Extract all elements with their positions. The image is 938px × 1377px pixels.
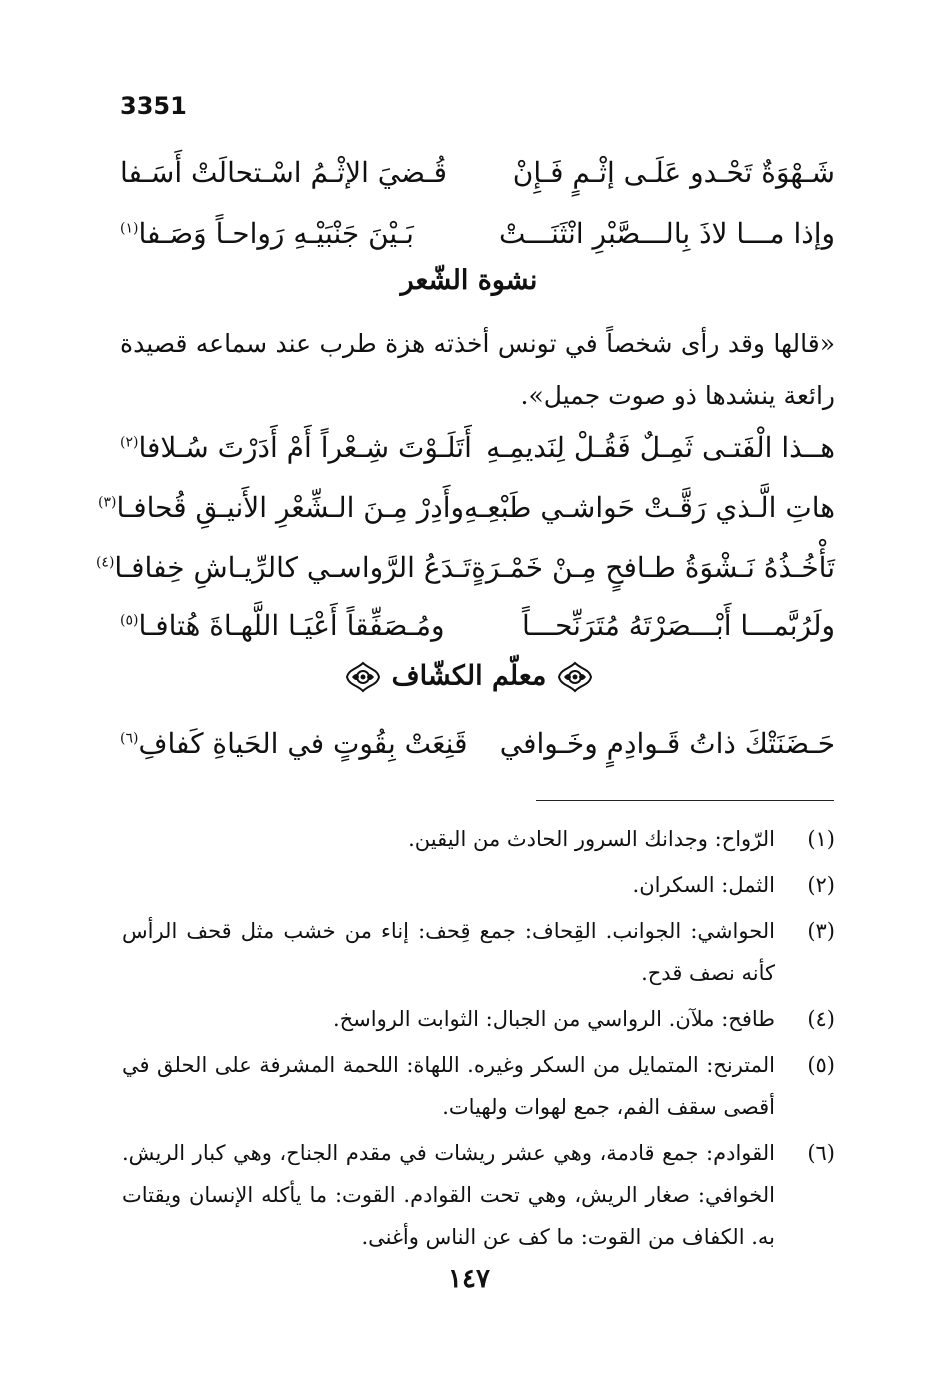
footnote-ref: (٤) bbox=[95, 554, 115, 571]
footnote-item bbox=[122, 818, 835, 860]
page-number: ١٤٧ bbox=[448, 1264, 490, 1294]
footnote-text: المترنح: المتمايل من السكر وغيره. اللهاة: اللحمة المشرفة على الحلق في أقصى سقف الفم، جمع لهوات ولهيات. bbox=[122, 1053, 775, 1119]
footnote-number: (٣) bbox=[807, 919, 835, 943]
footnote-item bbox=[122, 864, 835, 906]
section-title: نشوة الشّعر bbox=[400, 265, 538, 296]
verse-right-hemistich: هاتِ الَّـذي رَقَّـتْ حَواشـي طَبْعِـهِ bbox=[464, 490, 835, 524]
verse-left-hemistich bbox=[96, 551, 471, 584]
flourish-ornament-icon bbox=[344, 660, 382, 694]
verse-left-text: تَـدَعُ الرَّواسـي كالرِّيـاشِ خِفافـا bbox=[114, 550, 472, 584]
footnote-item bbox=[122, 1132, 835, 1258]
verse-line bbox=[120, 208, 835, 258]
verse-line bbox=[120, 600, 835, 650]
verse-left-hemistich bbox=[120, 727, 468, 760]
verse-left-text: بَـيْنَ جَنْبَيْـهِ رَواحـاً وَصَـفا bbox=[138, 216, 414, 250]
verse-right-hemistich: شَـهْوَةٌ تَحْـدو عَلَـى إثْـمٍ فَـإِنْ bbox=[512, 155, 835, 189]
verse-left-text: قُـضيَ الإثْـمُ اسْـتحالَتْ أَسَـفا bbox=[120, 155, 447, 189]
footnote-ref: (٣) bbox=[98, 494, 117, 511]
flourish-ornament-icon bbox=[556, 660, 594, 694]
verse-left-text: وأَدِرْ مِـنَ الـشِّعْرِ الأَنيـقِ قُحافـا bbox=[116, 490, 464, 524]
section-heading-ornamented bbox=[0, 660, 938, 694]
verse-left-hemistich bbox=[120, 609, 444, 642]
verse-line bbox=[120, 422, 835, 472]
footnote-text: القوادم: جمع قادمة، وهي عشر ريشات في مقدم الجناح، وهي كبار الريش. الخوافي: صغار الريش، وهي تحت القوادم. القوت: ما يأكله الإنسان ويقتات به. الكفاف من القوت: ما كف عن الناس وأغنى. bbox=[122, 1141, 775, 1249]
intro-paragraph: «قالها وقد رأى شخصاً في تونس أخذته هزة طرب عند سماعه قصيدة رائعة ينشدها ذو صوت جميل». bbox=[120, 329, 835, 410]
verse-left-hemistich bbox=[98, 491, 464, 524]
footnote-item bbox=[122, 1044, 835, 1128]
footnote-number: (٢) bbox=[807, 873, 835, 897]
footnote-ref: (٥) bbox=[120, 612, 139, 629]
section-title: معلّم الكشّاف bbox=[391, 660, 547, 692]
footnote-number: (٥) bbox=[807, 1053, 835, 1077]
verse-right-hemistich: هــذا الْفَتـى ثَمِـلٌ فَقُـلْ لِنَديمِـهِ bbox=[486, 430, 835, 464]
footnote-text: الرّواح: وجدانك السرور الحادث من اليقين. bbox=[408, 827, 775, 851]
verse-left-hemistich bbox=[120, 217, 414, 250]
footnote-text: الثمل: السكران. bbox=[632, 873, 775, 897]
verse-left-hemistich bbox=[120, 156, 447, 189]
verse-line bbox=[98, 482, 835, 532]
verse-left-text: قَنِعَتْ بِقُوتٍ في الحَياةِ كَفافِ bbox=[138, 726, 468, 760]
footnotes bbox=[122, 818, 835, 1262]
verse-left-text: ومُـصَفِّقاً أَعْيَـا اللَّهـاةَ هُتافـا bbox=[138, 608, 445, 642]
footnote-ref: (١) bbox=[120, 220, 139, 237]
verse-left-text: أَتَلَـوْتَ شِـعْراً أَمْ أَدَرْتَ سُـلافا bbox=[138, 430, 472, 464]
verse-right-hemistich: وإذا مـــا لاذَ بِالـــصَّبْرِ انْثَنَـــتْ bbox=[499, 216, 835, 250]
footnote-item bbox=[122, 910, 835, 994]
footnote-item bbox=[122, 998, 835, 1040]
footnote-number: (٤) bbox=[807, 1007, 835, 1031]
footnote-number: (١) bbox=[807, 827, 835, 851]
verse-right-hemistich: تَأْخُـذُهُ نَـشْوَةُ طـافحٍ مِـنْ خَمْـرَةٍ bbox=[471, 550, 835, 584]
verse-right-hemistich: حَـضَنَتْكَ ذاتُ قَـوادِمٍ وخَـوافي bbox=[499, 726, 835, 760]
verse-line bbox=[95, 542, 835, 592]
verse-right-hemistich: ولَرُبَّمـــا أَبْـــصَرْتَهُ مُتَرَنِّحـــاً bbox=[521, 608, 835, 642]
verse-line bbox=[120, 147, 835, 197]
footnote-ref: (٢) bbox=[120, 434, 139, 451]
footnote-ref: (٦) bbox=[120, 730, 139, 747]
footnote-text: الحواشي: الجوانب. القِحاف: جمع قِحف: إناء من خشب مثل قحف الرأس كأنه نصف قدح. bbox=[122, 919, 775, 985]
verse-left-hemistich bbox=[120, 431, 472, 464]
verse-line bbox=[120, 718, 835, 768]
document-id: 3351 bbox=[120, 92, 187, 120]
footnote-separator bbox=[536, 800, 834, 801]
footnote-text: طافح: ملآن. الرواسي من الجبال: الثوابت الرواسخ. bbox=[332, 1007, 775, 1031]
footnote-number: (٦) bbox=[807, 1141, 835, 1165]
